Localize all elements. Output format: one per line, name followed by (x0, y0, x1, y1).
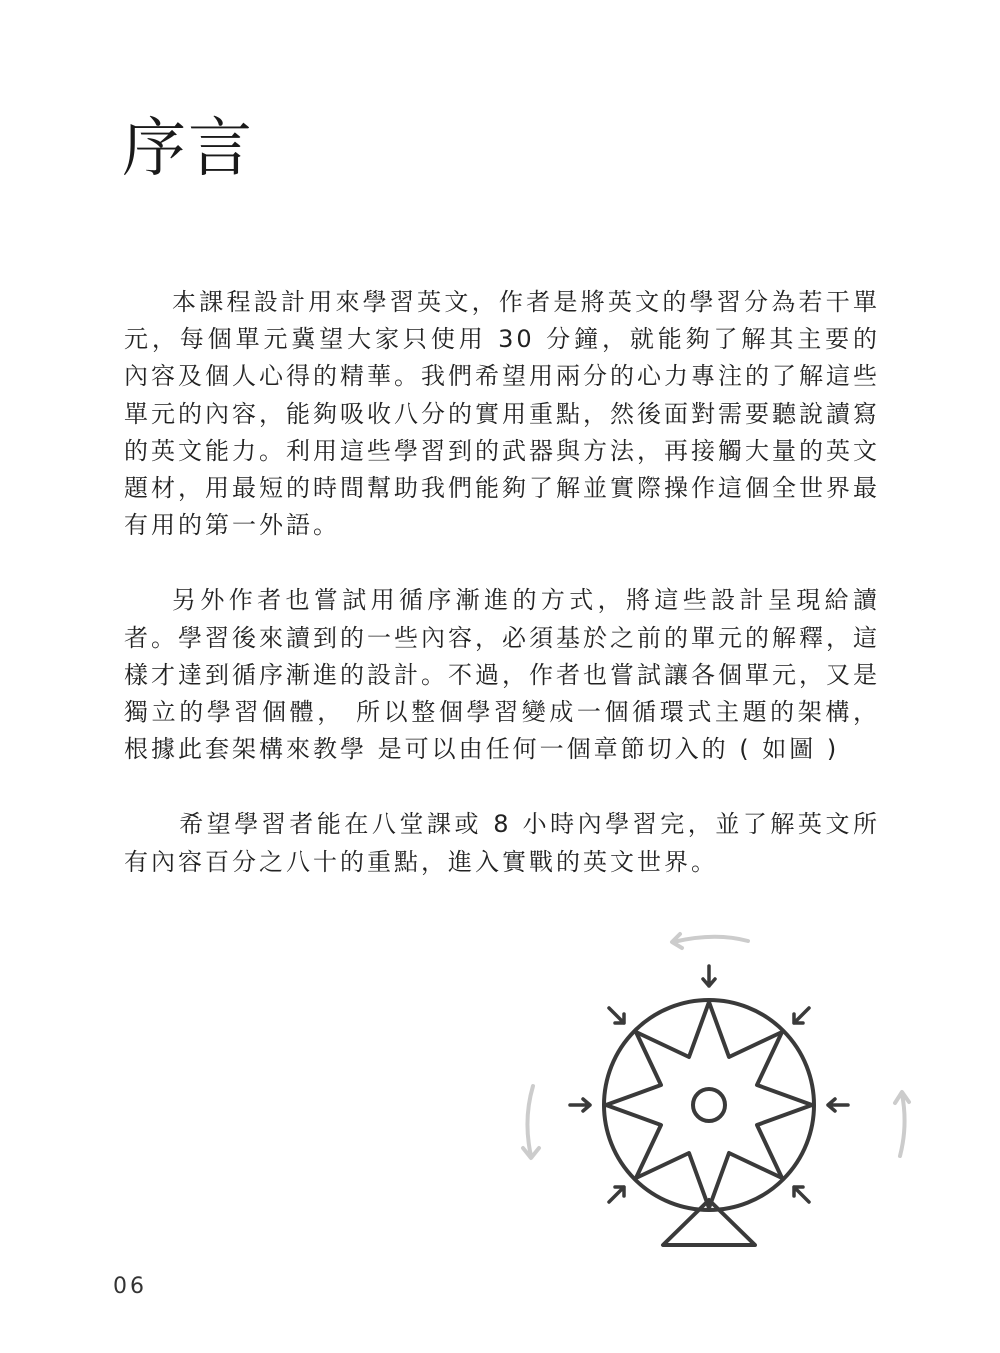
paragraph-intro: 本課程設計用來學習英文，作者是將英文的學習分為若干單元，每個單元冀望大家只使用 30 分鐘，就能夠了解其主要的內容及個人心得的精華。我們希望用兩分的心力專注的了解這些單元的內容，能夠吸收八分的實用重點，然後面對需要聽說讀寫的英文能力。利用這些學習到的武器與方法，再接觸大量的英文題材，用最短的時間幫助我們能夠了解並實際操作這個全世界最有用的第一外語。 (124, 288, 880, 540)
cycle-diagram (510, 920, 930, 1250)
arrow-top-left-icon (609, 1008, 624, 1023)
arrow-top-right-icon (794, 1008, 809, 1023)
wheel-hub (693, 1089, 725, 1121)
arrow-top-icon (703, 966, 715, 986)
eight-point-star (606, 1002, 812, 1208)
circular-arrows (523, 934, 909, 1158)
arrow-bottom-left-icon (609, 1187, 624, 1202)
right-circular-arrow-icon (895, 1092, 909, 1156)
page-number: 06 (113, 1274, 147, 1299)
page-title: 序言 (122, 112, 254, 186)
arrow-left-icon (570, 1099, 590, 1111)
body-text (124, 284, 880, 919)
wheel (604, 1000, 814, 1245)
top-circular-arrow-icon (672, 934, 748, 948)
left-circular-arrow-icon (523, 1086, 539, 1158)
arrow-bottom-right-icon (794, 1187, 809, 1202)
paragraph-goal: 希望學習者能在八堂課或 8 小時內學習完，並了解英文所有內容百分之八十的重點，進入實戰的英文世界。 (124, 810, 880, 876)
arrow-right-icon (828, 1099, 848, 1111)
paragraph-sequence: 另外作者也嘗試用循序漸進的方式，將這些設計呈現給讀者。學習後來讀到的一些內容，必須基於之前的單元的解釋，這樣才達到循序漸進的設計。不過，作者也嘗試讓各個單元，又是獨立的學習個體， 所以整個學習變成一個循環式主題的架構，根據此套架構來教學 是可以由任何一個章節切入的 ( 如圖 ) (124, 586, 880, 764)
